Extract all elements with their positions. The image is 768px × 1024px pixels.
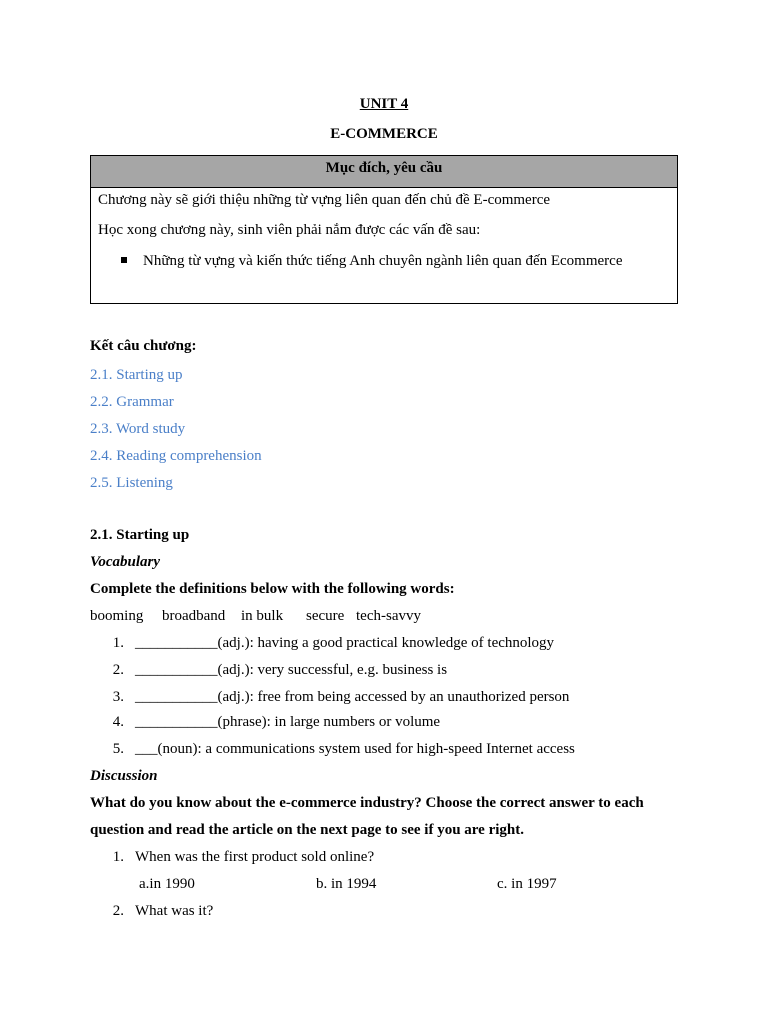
word-bank-item: secure	[306, 608, 345, 624]
unit-title: UNIT 4	[359, 96, 409, 112]
answer-option-b: b. in 1994	[316, 876, 377, 892]
structure-link-word-study[interactable]: 2.3. Word study	[90, 421, 186, 437]
vocabulary-instruction: Complete the definitions below with the following words:	[90, 581, 455, 597]
discussion-heading: Discussion	[90, 768, 158, 784]
discussion-instruction-line1: What do you know about the e-commerce industry? Choose the correct answer to each	[90, 795, 644, 811]
answer-option-c: c. in 1997	[497, 876, 557, 892]
definition-number: 5.	[112, 741, 124, 757]
objectives-requirement: Học xong chương này, sinh viên phải nắm được các vấn đề sau:	[98, 222, 481, 238]
definition-item: ___________(adj.): having a good practical knowledge of technology	[135, 635, 555, 651]
question-item: What was it?	[135, 903, 214, 919]
definition-number: 2.	[112, 662, 124, 678]
word-bank-item: in bulk	[241, 608, 284, 624]
definition-item: ___________(adj.): free from being accessed by an unauthorized person	[135, 689, 570, 705]
question-item: When was the first product sold online?	[135, 849, 375, 865]
section-heading: 2.1. Starting up	[90, 527, 190, 543]
objectives-bullet-item: Những từ vựng và kiến thức tiếng Anh chuyên ngành liên quan đến Ecommerce	[143, 253, 623, 269]
definition-item: ___________(phrase): in large numbers or volume	[135, 714, 441, 730]
answer-option-a: a.in 1990	[139, 876, 195, 892]
definition-item: ___(noun): a communications system used for high-speed Internet access	[135, 741, 575, 757]
chapter-title: E-COMMERCE	[330, 126, 438, 142]
definition-number: 1.	[112, 635, 124, 651]
word-bank-item: broadband	[162, 608, 226, 624]
definition-number: 4.	[112, 714, 124, 730]
structure-link-starting-up[interactable]: 2.1. Starting up	[90, 367, 183, 383]
structure-heading: Kết câu chương:	[90, 338, 197, 354]
structure-link-grammar[interactable]: 2.2. Grammar	[90, 394, 174, 410]
discussion-instruction-line2: question and read the article on the next page to see if you are right.	[90, 822, 524, 838]
structure-link-listening[interactable]: 2.5. Listening	[90, 475, 173, 491]
vocabulary-heading: Vocabulary	[90, 554, 161, 570]
bullet-square-icon	[121, 257, 127, 263]
question-number: 1.	[112, 849, 124, 865]
objectives-heading: Mục đích, yêu cầu	[91, 156, 677, 188]
word-bank-item: tech-savvy	[356, 608, 421, 624]
structure-link-reading[interactable]: 2.4. Reading comprehension	[90, 448, 262, 464]
question-number: 2.	[112, 903, 124, 919]
objectives-intro: Chương này sẽ giới thiệu những từ vựng liên quan đến chủ đề E-commerce	[98, 192, 551, 208]
definition-number: 3.	[112, 689, 124, 705]
word-bank-item: booming	[90, 608, 144, 624]
definition-item: ___________(adj.): very successful, e.g. business is	[135, 662, 448, 678]
objectives-box	[90, 155, 678, 304]
